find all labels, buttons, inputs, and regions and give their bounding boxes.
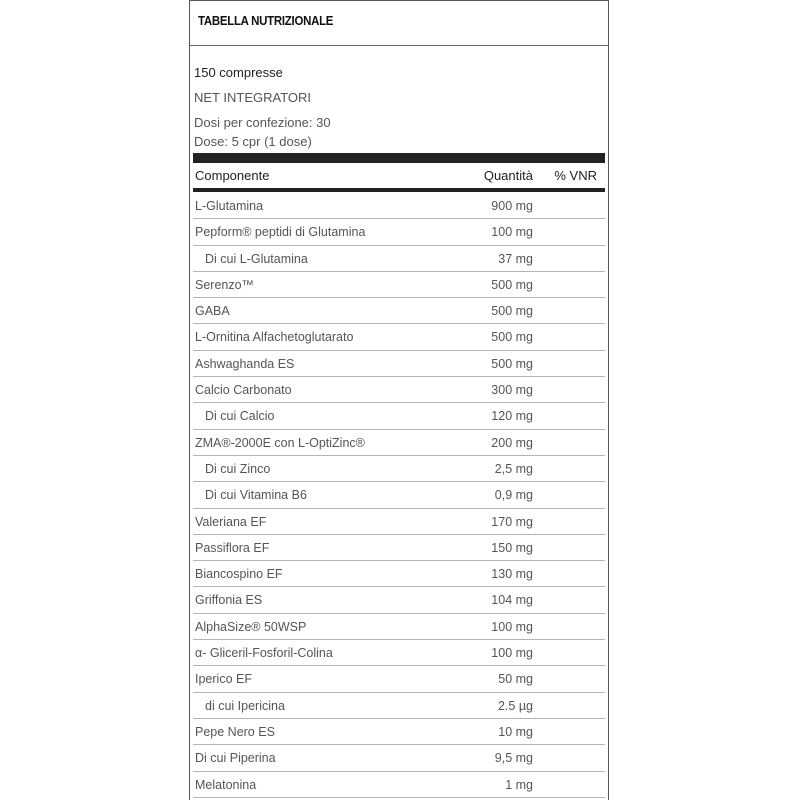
- table-row: [193, 403, 605, 429]
- table-body: [193, 193, 605, 798]
- product-count: 150 compresse: [194, 65, 283, 80]
- table-row: [193, 456, 605, 482]
- table-row: [193, 219, 605, 245]
- row-quantity: 500 mg: [491, 330, 533, 345]
- row-component-name: Di cui Vitamina B6: [205, 488, 307, 503]
- table-row: [193, 272, 605, 298]
- row-component-name: Pepform® peptidi di Glutamina: [195, 225, 366, 240]
- table-row: [193, 246, 605, 272]
- row-quantity: 170 mg: [491, 514, 533, 529]
- row-component-name: Griffonia ES: [195, 593, 263, 608]
- table-row: [193, 482, 605, 508]
- table-row: [193, 351, 605, 377]
- row-component-name: Di cui L-Glutamina: [205, 251, 308, 266]
- row-quantity: 200 mg: [491, 435, 533, 450]
- row-component-name: Di cui Zinco: [205, 461, 271, 476]
- row-component-name: AlphaSize® 50WSP: [195, 619, 307, 634]
- table-row: [193, 561, 605, 587]
- table-row: [193, 640, 605, 666]
- row-component-name: Melatonina: [195, 777, 257, 792]
- table-row: [193, 614, 605, 640]
- table-row: [193, 666, 605, 692]
- column-vnr: % VNR: [554, 168, 597, 183]
- row-quantity: 1 mg: [505, 777, 533, 792]
- table-row: [193, 509, 605, 535]
- table-row: [193, 772, 605, 798]
- row-quantity: 10 mg: [498, 724, 533, 739]
- row-component-name: α- Gliceril-Fosforil-Colina: [195, 646, 333, 661]
- row-quantity: 130 mg: [491, 567, 533, 582]
- row-quantity: 50 mg: [498, 672, 533, 687]
- doses-per-pack: Dosi per confezione: 30: [194, 115, 331, 130]
- row-quantity: 104 mg: [491, 593, 533, 608]
- row-component-name: L-Glutamina: [195, 199, 264, 213]
- row-quantity: 500 mg: [491, 356, 533, 371]
- row-component-name: GABA: [195, 304, 230, 319]
- row-component-name: Passiflora EF: [195, 540, 270, 555]
- row-quantity: 100 mg: [491, 646, 533, 661]
- row-quantity: 100 mg: [491, 225, 533, 240]
- row-quantity: 9,5 mg: [494, 751, 533, 766]
- table-title: TABELLA NUTRIZIONALE: [198, 13, 334, 28]
- table-row: [193, 430, 605, 456]
- row-quantity: 500 mg: [491, 277, 533, 292]
- row-quantity: 900 mg: [491, 199, 533, 213]
- table-row: [193, 745, 605, 771]
- row-quantity: 300 mg: [491, 383, 533, 398]
- row-quantity: 500 mg: [491, 304, 533, 319]
- table-header: [193, 162, 605, 188]
- title-divider: [190, 45, 608, 46]
- row-quantity: 2,5 mg: [494, 461, 533, 476]
- row-component-name: Pepe Nero ES: [195, 724, 275, 739]
- table-row: [193, 377, 605, 403]
- table-row: [193, 693, 605, 719]
- header-bottom-bar: [193, 188, 605, 192]
- table-row: [193, 298, 605, 324]
- column-component: Componente: [195, 168, 270, 183]
- table-row: [193, 193, 605, 219]
- row-quantity: 37 mg: [498, 251, 533, 266]
- column-quantity: Quantità: [483, 168, 533, 183]
- row-component-name: di cui Ipericina: [205, 698, 285, 713]
- row-quantity: 150 mg: [491, 540, 533, 555]
- row-component-name: ZMA®-2000E con L-OptiZinc®: [195, 435, 365, 450]
- row-component-name: Ashwaghanda ES: [195, 356, 295, 371]
- product-brand: NET INTEGRATORI: [194, 90, 312, 105]
- row-component-name: Biancospino EF: [195, 567, 283, 582]
- row-component-name: Iperico EF: [195, 672, 252, 687]
- row-component-name: L-Ornitina Alfachetoglutarato: [195, 330, 354, 345]
- row-component-name: Valeriana EF: [195, 514, 267, 529]
- table-row: [193, 719, 605, 745]
- nutrition-table-panel: [189, 0, 609, 800]
- row-component-name: Di cui Calcio: [205, 409, 275, 424]
- row-quantity: 120 mg: [491, 409, 533, 424]
- table-row: [193, 535, 605, 561]
- row-quantity: 100 mg: [491, 619, 533, 634]
- row-component-name: Calcio Carbonato: [195, 383, 292, 398]
- table-row: [193, 587, 605, 613]
- table-row: [193, 324, 605, 350]
- dose-info: Dose: 5 cpr (1 dose): [194, 134, 312, 149]
- row-quantity: 0,9 mg: [494, 488, 533, 503]
- row-component-name: Serenzo™: [195, 277, 255, 292]
- row-component-name: Di cui Piperina: [195, 751, 276, 766]
- row-quantity: 2.5 µg: [497, 698, 533, 713]
